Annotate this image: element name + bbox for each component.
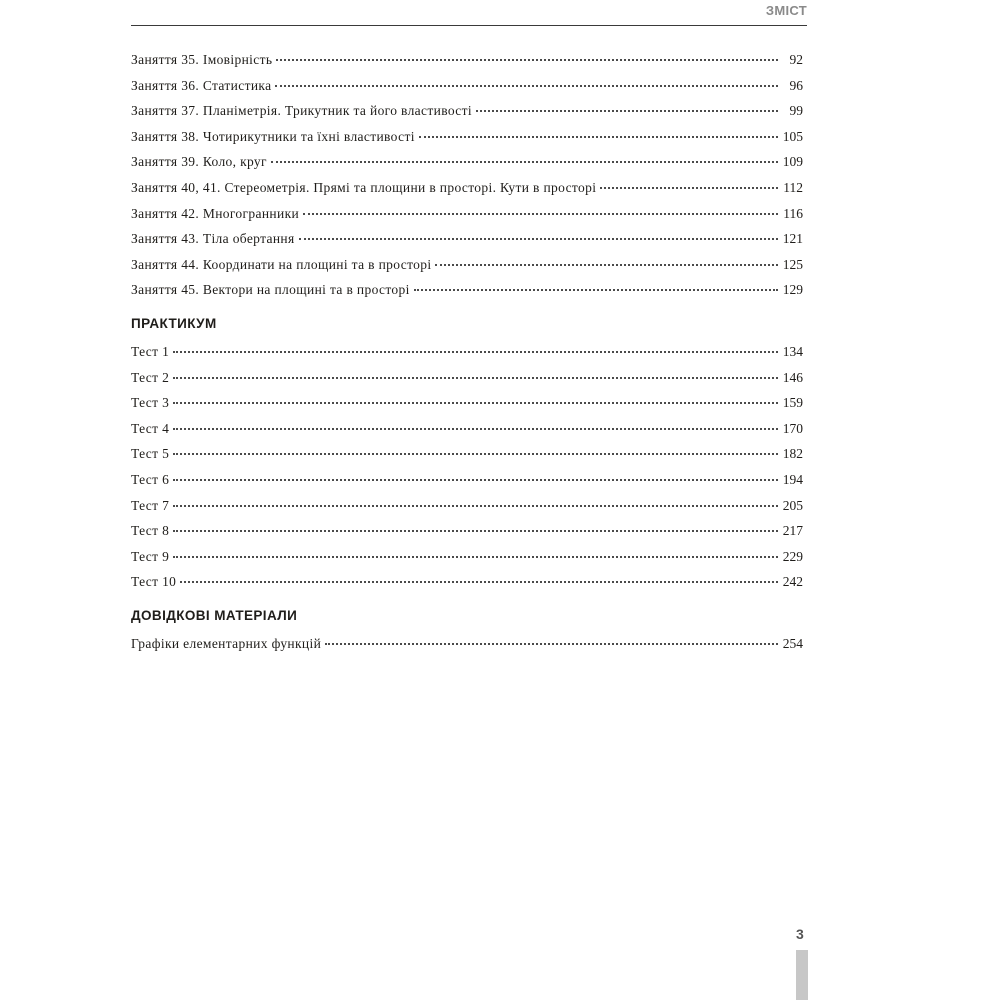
- toc-entry-lesson-40-41[interactable]: [131, 175, 803, 201]
- leader-dots: [173, 453, 778, 455]
- leader-dots: [180, 581, 778, 583]
- toc-entry-title: Заняття 44. Координати на площині та в просторі: [131, 256, 432, 272]
- toc-entry-test-2[interactable]: [131, 365, 803, 391]
- leader-dots: [275, 85, 778, 87]
- leader-dots: [476, 110, 778, 112]
- toc-entry-test-6[interactable]: [131, 467, 803, 493]
- toc-entry-test-5[interactable]: [131, 441, 803, 467]
- toc-entry-lesson-43[interactable]: [131, 226, 803, 252]
- toc-entry-title: Тест 2: [131, 369, 170, 385]
- leader-dots: [276, 59, 778, 61]
- leader-dots: [414, 289, 778, 291]
- toc-entry-title: Тест 6: [131, 471, 170, 487]
- leader-dots: [303, 213, 778, 215]
- leader-dots: [435, 264, 778, 266]
- toc-entry-test-3[interactable]: [131, 390, 803, 416]
- leader-dots: [173, 351, 778, 353]
- toc-entry-title: Тест 4: [131, 420, 170, 436]
- leader-dots: [299, 238, 778, 240]
- toc-entry-title: Тест 5: [131, 446, 170, 462]
- toc-entry-title: Заняття 37. Планіметрія. Трикутник та його властивості: [131, 103, 472, 119]
- toc-entry-page: 121: [782, 231, 803, 247]
- toc-entry-title: Заняття 35. Імовірність: [131, 52, 273, 67]
- leader-dots: [173, 377, 778, 379]
- toc-entry-title: Графіки елементарних функцій: [131, 635, 322, 651]
- toc-entry-page: 217: [782, 523, 803, 539]
- toc-entry-title: Заняття 36. Статистика: [131, 77, 272, 93]
- toc-entry-page: 182: [782, 446, 803, 462]
- section-heading-reference: ДОВІДКОВІ МАТЕРІАЛИ: [131, 607, 298, 623]
- page-edge-tab: [796, 950, 808, 1000]
- toc-entry-test-9[interactable]: [131, 544, 803, 570]
- leader-dots: [173, 402, 778, 404]
- toc-entry-page: 205: [782, 497, 803, 513]
- toc-entry-page: 112: [783, 179, 803, 195]
- toc-entry-lesson-35[interactable]: [131, 47, 803, 73]
- toc-entry-lesson-38[interactable]: [131, 124, 803, 150]
- toc-entry-title: Заняття 38. Чотирикутники та їхні властивості: [131, 128, 415, 144]
- toc-entry-page: 146: [782, 369, 803, 385]
- toc-entry-lesson-39[interactable]: [131, 149, 803, 175]
- toc-entry-page: 229: [782, 548, 803, 564]
- toc-entry-lesson-44[interactable]: [131, 252, 803, 278]
- toc-entry-title: Тест 7: [131, 497, 170, 513]
- toc-entry-title: Тест 8: [131, 523, 170, 539]
- toc-entry-lesson-42[interactable]: [131, 201, 803, 227]
- toc-entry-page: 96: [789, 77, 803, 93]
- toc-entry-page: 109: [782, 154, 803, 170]
- toc-entry-page: 116: [783, 205, 803, 221]
- leader-dots: [173, 479, 778, 481]
- toc-entry-title: Тест 3: [131, 395, 170, 411]
- toc-entry-page: 92: [789, 52, 803, 67]
- toc-entry-page: 254: [782, 635, 803, 651]
- toc-entry-function-graphs[interactable]: [131, 631, 803, 657]
- toc-entry-title: Заняття 40, 41. Стереометрія. Прямі та площини в просторі. Кути в просторі: [131, 179, 597, 195]
- toc-entry-page: 242: [782, 574, 803, 590]
- toc-entry-lesson-37[interactable]: [131, 98, 803, 124]
- toc-entry-lesson-45[interactable]: [131, 277, 803, 303]
- toc-entry-page: 105: [782, 128, 803, 144]
- toc-entry-page: 134: [782, 343, 803, 359]
- toc-entry-test-1[interactable]: [131, 339, 803, 365]
- leader-dots: [173, 530, 778, 532]
- leader-dots: [325, 643, 778, 645]
- toc-entry-test-10[interactable]: [131, 569, 803, 595]
- toc-entry-test-4[interactable]: [131, 416, 803, 442]
- toc-entry-title: Заняття 45. Вектори на площині та в просторі: [131, 282, 410, 298]
- leader-dots: [419, 136, 778, 138]
- toc-entry-title: Заняття 43. Тіла обертання: [131, 231, 295, 247]
- table-of-contents: [131, 47, 803, 656]
- toc-entry-title: Заняття 39. Коло, круг: [131, 154, 267, 170]
- toc-entry-page: 170: [782, 420, 803, 436]
- toc-entry-title: Тест 9: [131, 548, 170, 564]
- header-rule: [131, 25, 807, 26]
- leader-dots: [600, 187, 778, 189]
- toc-entry-page: 194: [782, 471, 803, 487]
- leader-dots: [173, 505, 778, 507]
- leader-dots: [271, 161, 778, 163]
- toc-entry-test-8[interactable]: [131, 518, 803, 544]
- toc-entry-page: 125: [782, 256, 803, 272]
- section-heading-practicum: ПРАКТИКУМ: [131, 315, 217, 331]
- toc-entry-page: 129: [782, 282, 803, 298]
- leader-dots: [173, 556, 778, 558]
- page-number: 3: [796, 926, 804, 942]
- toc-entry-test-7[interactable]: [131, 493, 803, 519]
- leader-dots: [173, 428, 778, 430]
- toc-entry-title: Тест 10: [131, 574, 177, 590]
- toc-entry-lesson-36[interactable]: [131, 73, 803, 99]
- toc-entry-title: Тест 1: [131, 343, 170, 359]
- toc-entry-title: Заняття 42. Многогранники: [131, 205, 300, 221]
- toc-entry-page: 99: [789, 103, 803, 119]
- toc-entry-page: 159: [782, 395, 803, 411]
- running-header-title: ЗМІСТ: [765, 3, 807, 18]
